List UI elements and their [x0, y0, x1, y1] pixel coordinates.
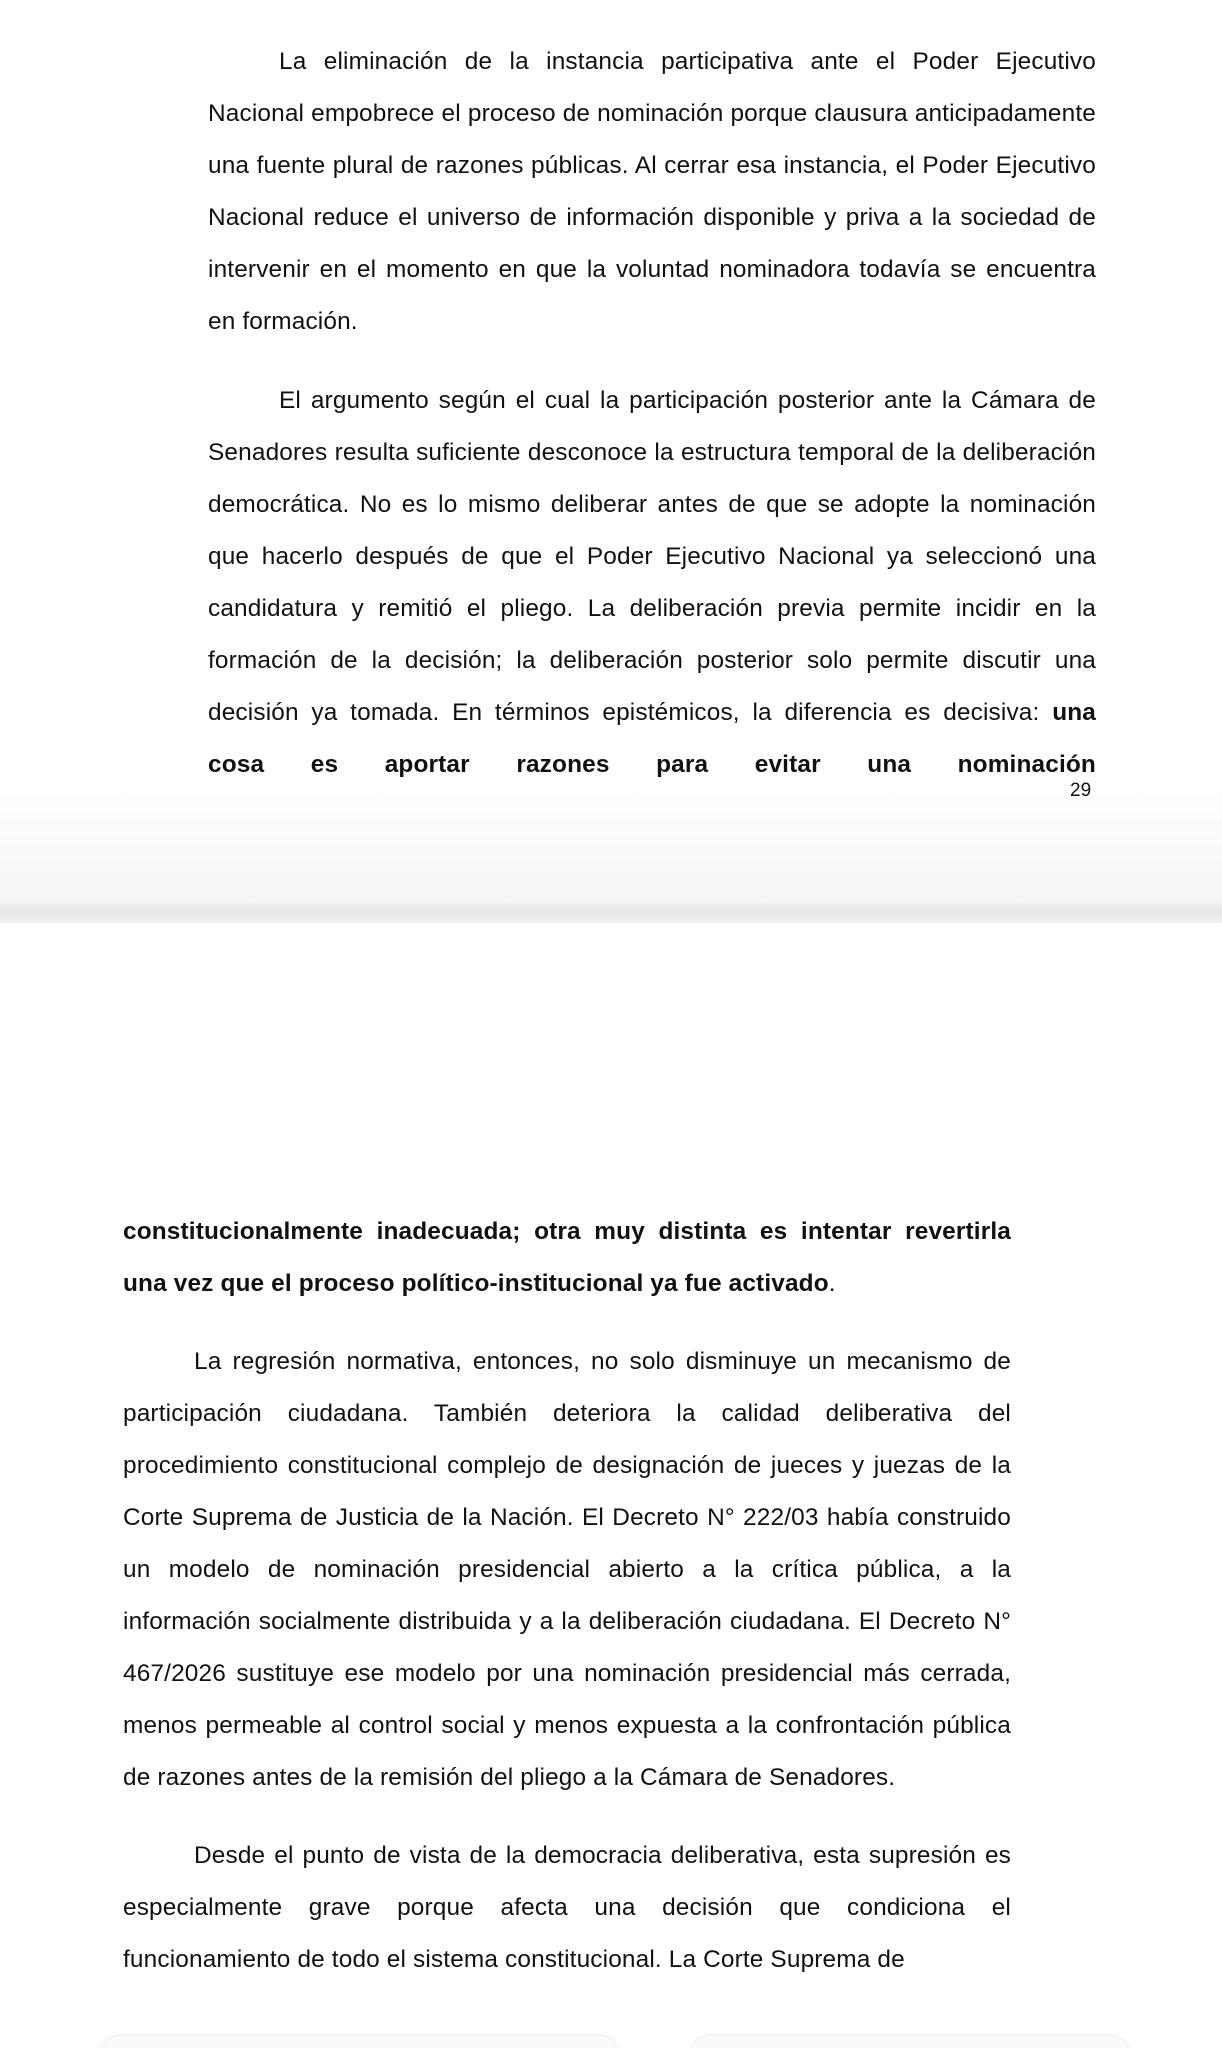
paragraph-text: El argumento según el cual la participación posterior ante la Cámara de Senadores resulta suficiente desconoce la estructura temporal de la deliberación democrática. No es lo mismo deliberar antes de que se adopte la nominación que hacerlo después de que el Poder Ejecutivo Nacional ya seleccionó una candidatura y remitió el pliego. La deliberación previa permite incidir en la formación de la decisión; la deliberación posterior solo permite discutir una decisión ya tomada. En términos epistémicos, la diferencia es decisiva:	[208, 387, 1096, 726]
paragraph-bold-text: constitucionalmente inadecuada; otra muy distinta es intentar revertirla una vez que el proceso político-institucional ya fue activado	[123, 1218, 1011, 1297]
page-30-body	[123, 1206, 1011, 1986]
paragraph-continuation	[123, 1206, 1011, 1310]
bottom-toolbar-left[interactable]	[100, 2036, 620, 2048]
page-bottom-shadow	[0, 790, 1222, 903]
page-separator	[0, 903, 1222, 923]
paragraph-temporal-structure	[208, 375, 1096, 791]
bottom-toolbar-right[interactable]	[690, 2036, 1130, 2048]
page-29-body	[208, 36, 1096, 791]
paragraph-text: La eliminación de la instancia participativa ante el Poder Ejecutivo Nacional empobrece el proceso de nominación porque clausura anticipadamente una fuente plural de razones públicas. Al cerrar esa instancia, el Poder Ejecutivo Nacional reduce el universo de información disponible y priva a la sociedad de intervenir en el momento en que la voluntad nominadora todavía se encuentra en formación.	[208, 48, 1096, 335]
document-page-29	[0, 0, 1222, 903]
paragraph-text: La regresión normativa, entonces, no solo disminuye un mecanismo de participación ciudadana. También deteriora la calidad deliberativa del procedimiento constitucional complejo de designación de jueces y juezas de la Corte Suprema de Justicia de la Nación. El Decreto N° 222/03 había construido un modelo de nominación presidencial abierto a la crítica pública, a la información socialmente distribuida y a la deliberación ciudadana. El Decreto N° 467/2026 sustituye ese modelo por una nominación presidencial más cerrada, menos permeable al control social y menos expuesta a la confrontación pública de razones antes de la remisión del pliego a la Cámara de Senadores.	[123, 1348, 1011, 1791]
paragraph-normative-regression	[123, 1336, 1011, 1804]
paragraph-bold-text: una cosa es aportar razones para evitar una nominación	[208, 699, 1097, 778]
paragraph-text: Desde el punto de vista de la democracia deliberativa, esta supresión es especialmente grave porque afecta una decisión que condiciona el funcionamiento de todo el sistema constitucional. La Corte Suprema de	[123, 1842, 1011, 1973]
document-page-30	[0, 923, 1222, 2048]
paragraph-participation-elimination	[208, 36, 1096, 348]
paragraph-deliberative-democracy	[123, 1830, 1011, 1986]
page-number: 29	[1070, 780, 1092, 801]
paragraph-tail: .	[828, 1270, 836, 1297]
